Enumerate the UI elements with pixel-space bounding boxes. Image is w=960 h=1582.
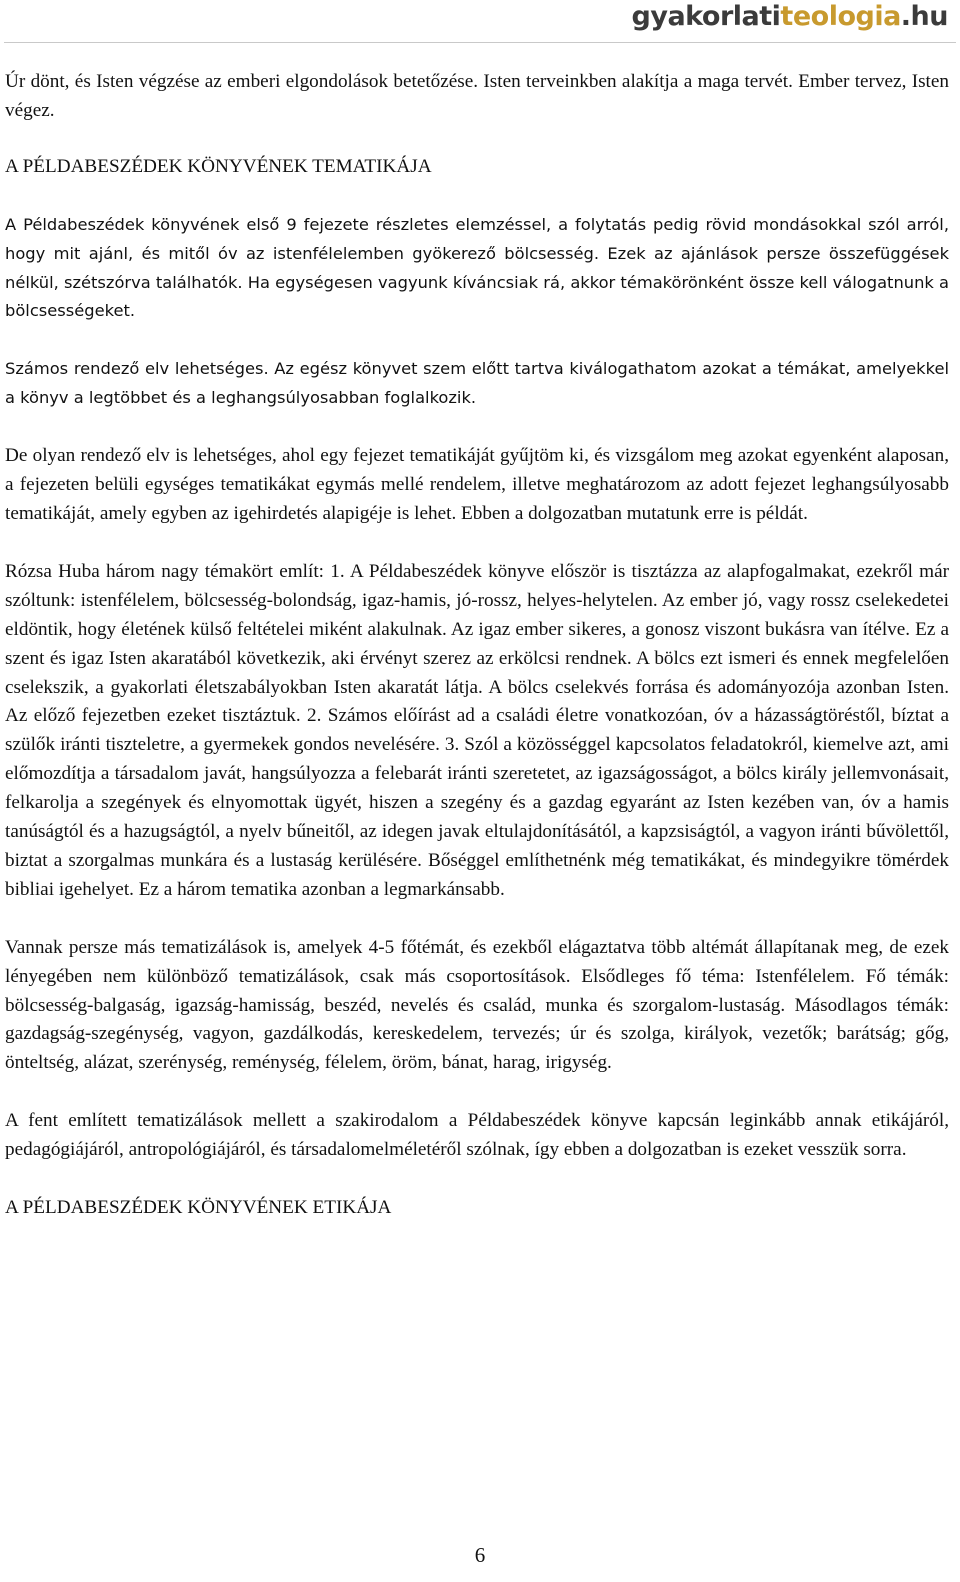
paragraph-rendezo-elv: Számos rendező elv lehetséges. Az egész könyvet szem előtt tartva kiválogathatom azokat a témákat, amelyekkel a könyv a legtöbbet és a leghangsúlyosabban foglalkozik. [5,359,949,408]
logo-part-1: gyakorlati [631,1,781,32]
section-heading-tematika: A PÉLDABESZÉDEK KÖNYVÉNEK TEMATIKÁJA [5,155,432,177]
paragraph-szakirodalom: A fent említett tematizálások mellett a szakirodalom a Példabeszédek könyve kapcsán leginkább annak etikájáról, pedagógiájáról, antropológiájáról, és társadalomelméletéről szólnak, így ebben a dolgozatban is ezeket vesszük sorra. [5,1110,949,1161]
paragraph-overview: A Példabeszédek könyvének első 9 fejezete részletes elemzéssel, a folytatás pedig rövid mondásokkal szól arról, hogy mit ajánl, és mitől óv az istenfélelemben gyökerező bölcsesség. Ezek az ajánlások persze összefüggések nélkül, szétszórva találhatók. Ha egységesen vagyunk kíváncsiak rá, akkor témakörönként össze kell válogatnunk a bölcsességeket. [5,214,949,321]
section-heading-etika: A PÉLDABESZÉDEK KÖNYVÉNEK ETIKÁJA [5,1197,392,1219]
site-logo [632,2,948,32]
paragraph-mas-tematizalasok: Vannak persze más tematizálások is, amelyek 4-5 főtémát, és ezekből elágaztatva több altémát állapítanak meg, de ezek lényegében nem különböző tematizálások, csak más csoportosítások. Elsődleges fő téma: Istenfélelem. Fő témák: bölcsesség-balgaság, igazság-hamisság, beszéd, nevelés és család, munka és szorgalom-lustaság. Másodlagos témák: gazdagság-szegénység, vagyon, gazdálkodás, kereskedelem, tervezés; úr és szolga, királyok, vezetők; barátság; gőg, önteltség, alázat, szerénység, reménység, félelem, öröm, bánat, harag, irigység. [5,936,949,1074]
page-number: 6 [474,1543,486,1567]
paragraph-intro: Úr dönt, és Isten végzése az emberi elgondolások betetőzése. Isten terveinkben alakítja a maga tervét. Ember tervez, Isten végez. [5,71,949,121]
logo-part-2: teologia [780,1,901,32]
paragraph-fejezet-tematika: De olyan rendező elv is lehetséges, ahol egy fejezet tematikáját gyűjtöm ki, és vizsgálom meg azokat egyenként alaposan, a fejezeten belüli egységes tematikákat egymás mellé rendelem, illetve meghatározom az adott fejezet leghangsúlyosabb tematikáját, amely egyben az igehirdetés alapigéje is lehet. Ebben a dolgozatban mutatunk erre is példát. [5,445,949,524]
paragraph-rozsa-huba: Rózsa Huba három nagy témakört említ: 1. A Példabeszédek könyve először is tisztázza az alapfogalmakat, ezekről már szóltunk: istenfélelem, bölcsesség-bolondság, igaz-hamis, jó-rossz, helyes-helytelen. Az ember jó, vagy rossz cselekedetei eldöntik, hogy életének külső feltételei miként alakulnak. Az igaz ember sikeres, a gonosz viszont bukásra van ítélve. Ez a szent és igaz Isten akaratából következik, aki érvényt szerez az erkölcsi rendnek. A bölcs ezt ismeri és ennek megfelelően cselekszik, a gyakorlati életszabályokban Isten akaratát látja. A bölcs cselekvés forrása és adományozója azonban Isten. Az előző fejezetben ezeket tisztáztuk. 2. Számos előírást ad a családi életre vonatkozóan, óv a házasságtöréstől, bíztat a szülők iránti tiszteletre, a gyermekek gondos nevelésére. 3. Szól a közösséggel kapcsolatos feladatokról, kiemelve azt, ami előmozdítja a társadalom javát, hangsúlyozza a felebarát iránti szeretetet, az igazságosságot, a bölcs király jellemvonásait, felkarolja a szegények és elnyomottak ügyét, hiszen a szegény és a gazdag egyaránt az Isten kezében van, óv a hamis tanúságtól és a hazugságtól, a nyelv bűneitől, az idegen javak eltulajdonításától, a kapzsiságtól, a vagyon iránti bűvölettől, biztat a szorgalmas munkára és a lustaság kerülésére. Bőséggel említhetnénk még tematikákat, és mindegyikre tömérdek bibliai igehelyet. Ez a három tematika azonban a legmarkánsabb. [5,560,949,900]
document-body [5,68,949,1252]
logo-part-3: .hu [900,1,948,32]
header-divider [4,42,956,43]
